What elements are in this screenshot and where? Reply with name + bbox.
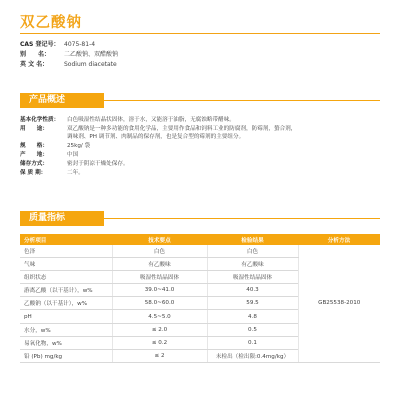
- overview-label: 储存方式：: [20, 161, 48, 167]
- overview-item: [20, 116, 380, 124]
- quality-heading: 质量指标: [20, 211, 104, 226]
- overview-text: 白色吸湿性结晶状固体，溶于水，又能溶于油脂，无腐蚀略带醋味。: [67, 117, 235, 123]
- overview-item: [20, 160, 380, 168]
- meta-value: Sodium diacetate: [64, 61, 117, 68]
- overview-item: [20, 125, 380, 133]
- title-divider: [20, 33, 380, 34]
- overview-item: [20, 142, 380, 150]
- overview-text: 25kg/ 袋: [67, 143, 91, 149]
- meta-label: CAS 登记号：: [20, 41, 60, 48]
- overview-label: 规 格：: [20, 143, 48, 149]
- spec-cell: 白色: [112, 245, 207, 258]
- overview-label: 基本化学性质：: [20, 117, 60, 123]
- column-header: 分析项目: [20, 234, 112, 245]
- spec-cell: ≤ 2: [112, 349, 207, 362]
- overview-item: [20, 169, 380, 177]
- quality-table: [20, 234, 380, 363]
- overview-label: 用 途：: [20, 126, 48, 132]
- item-cell: 组织状态: [20, 271, 112, 284]
- result-cell: 吸湿性结晶固体: [207, 271, 298, 284]
- result-cell: 未检出（检出限:0.4mg/kg）: [207, 349, 298, 362]
- meta-value: 二乙酸钠、双醋酸钠: [64, 51, 119, 58]
- method-cell: GB25538-2010: [298, 245, 380, 362]
- overview-item: [20, 151, 380, 159]
- spec-cell: 吸湿性结晶固体: [112, 271, 207, 284]
- column-header: 技术要点: [112, 234, 207, 245]
- quality-header-row: [20, 234, 380, 245]
- overview-heading: 产品概述: [20, 93, 104, 108]
- table-row: [20, 245, 380, 258]
- overview-label: 产 地：: [20, 152, 48, 158]
- item-cell: 色泽: [20, 245, 112, 258]
- column-header: 检验结果: [207, 234, 298, 245]
- overview-label: 保 质 期：: [20, 170, 47, 176]
- spec-cell: 58.0~60.0: [112, 297, 207, 310]
- overview-text: 调味剂、PH 调节剂、肉制品的保存剂，也是复合型的霉剂的主要组分。: [67, 134, 245, 140]
- spec-cell: ≤ 2.0: [112, 323, 207, 336]
- overview-divider: [104, 100, 380, 101]
- meta-alias: [20, 51, 118, 59]
- spec-cell: 39.0~41.0: [112, 284, 207, 297]
- item-cell: 气味: [20, 258, 112, 271]
- meta-label: 英 文 名：: [20, 61, 49, 68]
- overview-text: 双乙酸钠是一种多功能的食用化学品，主要用作食品和饲料工业的防腐剂，防霉剂，螯合剂，: [67, 126, 297, 132]
- result-cell: 4.8: [207, 310, 298, 323]
- item-cell: 游离乙酸（以干基计），w%: [20, 284, 112, 297]
- spec-cell: 4.5~5.0: [112, 310, 207, 323]
- overview-item: [20, 133, 380, 141]
- overview-text: 二年。: [67, 170, 84, 176]
- spec-cell: 有乙酸味: [112, 258, 207, 271]
- item-cell: 易氧化物，w%: [20, 336, 112, 349]
- result-cell: 59.5: [207, 297, 298, 310]
- column-header: 分析方法: [298, 234, 380, 245]
- result-cell: 0.5: [207, 323, 298, 336]
- meta-english-name: [20, 61, 117, 69]
- result-cell: 40.3: [207, 284, 298, 297]
- product-title: 双乙酸钠: [20, 15, 82, 31]
- item-cell: 水分，w%: [20, 323, 112, 336]
- quality-divider: [104, 218, 380, 219]
- meta-label: 别 名：: [20, 51, 51, 58]
- overview-text: 中国: [67, 152, 79, 158]
- spec-cell: ≤ 0.2: [112, 336, 207, 349]
- item-cell: 铅 (Pb) mg/kg: [20, 349, 112, 362]
- item-cell: 乙酸钠（以干基计），w%: [20, 297, 112, 310]
- item-cell: pH: [20, 310, 112, 323]
- result-cell: 有乙酸味: [207, 258, 298, 271]
- result-cell: 白色: [207, 245, 298, 258]
- meta-value: 4075-81-4: [64, 41, 96, 48]
- meta-cas: [20, 41, 95, 49]
- result-cell: 0.1: [207, 336, 298, 349]
- overview-text: 密封于阴凉干燥处保存。: [67, 161, 129, 167]
